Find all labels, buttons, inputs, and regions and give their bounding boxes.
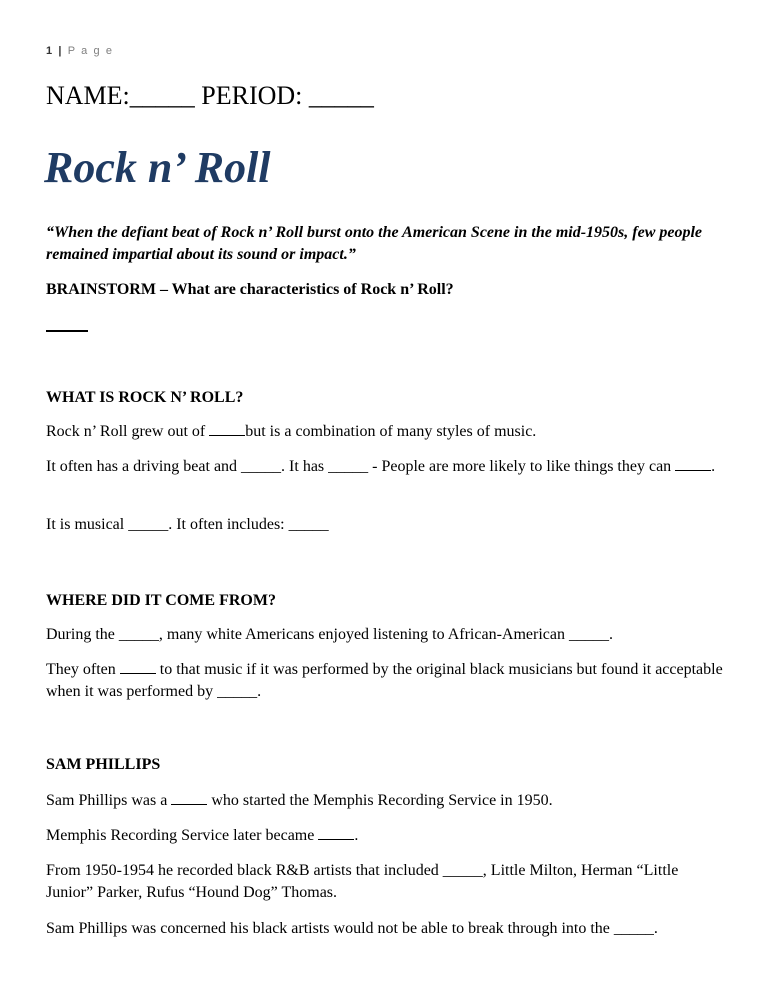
what-is-paragraph-2: It often has a driving beat and _____. It has _____ - People are more likely to like things they can . <box>46 458 716 475</box>
intro-quote: “When the defiant beat of Rock n’ Roll burst onto the American Scene in the mid-1950s, few people remained impartial about its sound or impact.” <box>46 224 703 263</box>
fill-in-blank <box>209 421 245 436</box>
where-from-paragraph-1: During the _____, many white Americans enjoyed listening to African-American _____. <box>46 626 613 643</box>
section-heading-where-from: WHERE DID IT COME FROM? <box>46 592 276 609</box>
brainstorm-prompt: BRAINSTORM – What are characteristics of Rock n’ Roll? <box>46 281 454 298</box>
fill-in-blank <box>171 790 207 805</box>
sam-phillips-paragraph-3: From 1950-1954 he recorded black R&B artists that included _____, Little Milton, Herman “Little Junior” Parker, Rufus “Hound Dog” Thomas. <box>46 862 679 901</box>
sam-phillips-paragraph-2: Memphis Recording Service later became . <box>46 827 359 844</box>
section-heading-sam-phillips: SAM PHILLIPS <box>46 756 161 773</box>
sam-phillips-paragraph-4: Sam Phillips was concerned his black artists would not be able to break through into the _____. <box>46 920 658 937</box>
sam-phillips-paragraph-1: Sam Phillips was a who started the Memphis Recording Service in 1950. <box>46 792 553 809</box>
page-title: Rock n’ Roll <box>44 143 271 192</box>
section-heading-what-is: WHAT IS ROCK N’ ROLL? <box>46 389 244 406</box>
fill-in-blank <box>675 456 711 471</box>
fill-in-blank <box>120 659 156 674</box>
brainstorm-blank <box>46 330 88 332</box>
what-is-paragraph-1: Rock n’ Roll grew out of but is a combination of many styles of music. <box>46 423 537 440</box>
where-from-paragraph-2: They often to that music if it was performed by the original black musicians but found it acceptable when it was performed by _____. <box>46 661 723 700</box>
fill-in-blank <box>318 825 354 840</box>
page-number: 1 | P a g e <box>46 45 114 57</box>
name-period-line: NAME:_____ PERIOD: _____ <box>46 81 374 110</box>
what-is-paragraph-3: It is musical _____. It often includes: _____ <box>46 516 329 533</box>
